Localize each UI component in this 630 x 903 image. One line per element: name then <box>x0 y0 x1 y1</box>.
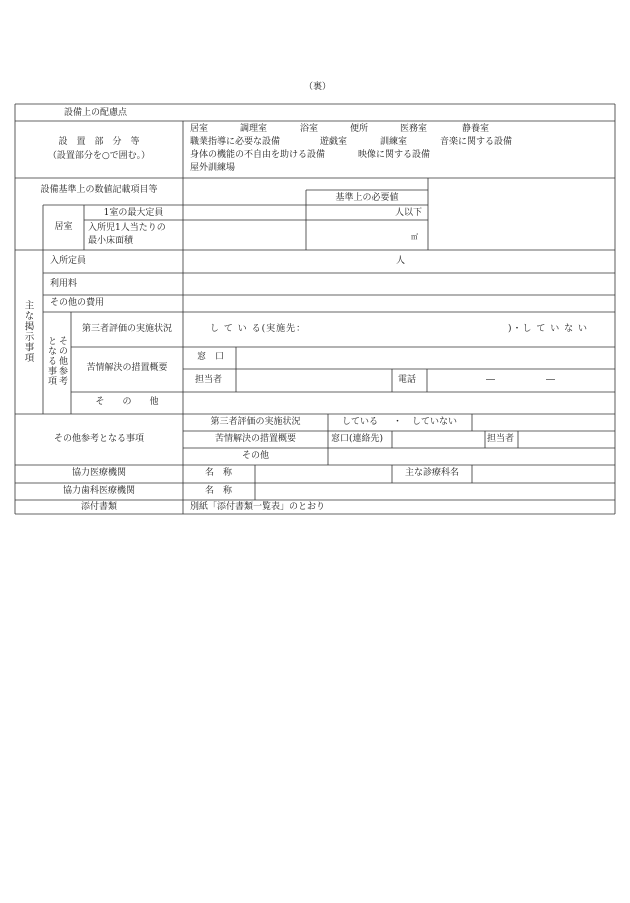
partner-dental-label: 協力歯科医療機関 <box>62 486 135 496</box>
other-ref-vertical-label-2: となる事項 <box>46 336 56 386</box>
attachments-value: 別紙「添付書類一覧表」のとおり <box>190 502 326 512</box>
equipment-option[interactable]: 調理室 <box>240 124 268 134</box>
equipment-option[interactable]: 遊戯室 <box>320 137 348 147</box>
min-area-label: 入所児1人当たりの <box>88 223 166 233</box>
capacity-unit: 人 <box>396 256 406 266</box>
equipment-option[interactable]: 職業指導に必要な設備 <box>190 137 281 147</box>
required-value-header: 基準上の必要値 <box>335 193 399 203</box>
equipment-option[interactable]: 居室 <box>190 124 209 134</box>
other-ref-third-party-dot: ・ <box>393 417 403 427</box>
equipment-option[interactable]: 医務室 <box>400 124 428 134</box>
equipment-option[interactable]: 音楽に関する設備 <box>440 137 513 147</box>
fee-label: 利用料 <box>50 279 78 289</box>
other-ref-third-party-no[interactable]: していない <box>412 417 458 427</box>
max-capacity-unit: 人以下 <box>394 208 422 218</box>
other-reference-label: その他参考となる事項 <box>53 434 144 444</box>
min-area-label-2: 最小床面積 <box>88 236 134 246</box>
third-party-eval-value-end[interactable]: )・し て い な い <box>508 324 588 334</box>
partner-medical-dept-label: 主な診療科名 <box>404 468 459 478</box>
third-party-eval-label: 第三者評価の実施状況 <box>81 324 172 334</box>
equipment-option[interactable]: 静養室 <box>462 124 490 134</box>
other-ref-third-party-yes[interactable]: している <box>342 417 379 427</box>
room-label: 居室 <box>54 222 73 232</box>
other-label: そ の 他 <box>95 397 159 407</box>
max-capacity-label: 1室の最大定員 <box>103 208 164 218</box>
other-ref-person-label: 担当者 <box>487 434 515 444</box>
equipment-option[interactable]: 浴室 <box>300 124 319 134</box>
window-label: 窓 口 <box>197 352 225 362</box>
attachments-label: 添付書類 <box>80 502 117 512</box>
facility-considerations-label: 設備上の配慮点 <box>64 108 128 118</box>
equipment-sublabel: （設置部分を○で囲む。） <box>47 151 151 161</box>
capacity-label: 入所定員 <box>50 256 87 266</box>
phone-dash-1: ― <box>486 375 495 385</box>
numeric-label: 設備基準上の数値記載項目等 <box>40 185 158 195</box>
other-ref-complaint-label: 苦情解決の措置概要 <box>214 434 296 444</box>
other-ref-third-party-label: 第三者評価の実施状況 <box>210 417 301 427</box>
equipment-option[interactable]: 映像に関する設備 <box>358 150 431 160</box>
other-ref-other-label: その他 <box>241 451 269 461</box>
phone-dash-2: ― <box>546 375 555 385</box>
equipment-label: 設 置 部 分 等 <box>58 137 140 147</box>
partner-dental-name-label: 名 称 <box>205 486 233 496</box>
other-ref-vertical-label-1: その他参考 <box>57 336 67 386</box>
equipment-option[interactable]: 訓練室 <box>380 137 408 147</box>
equipment-option[interactable]: 便所 <box>350 124 369 134</box>
phone-label: 電話 <box>398 375 417 385</box>
area-unit: ㎡ <box>411 233 418 241</box>
partner-medical-label: 協力医療機関 <box>71 468 126 478</box>
equipment-option[interactable]: 屋外訓練場 <box>190 163 236 173</box>
person-in-charge-label: 担当者 <box>195 375 223 385</box>
page-side-label: （裏） <box>304 82 332 92</box>
equipment-option[interactable]: 身体の機能の不自由を助ける設備 <box>190 150 326 160</box>
partner-medical-name-label: 名 称 <box>205 468 233 478</box>
main-items-side-label: 主な掲示事項 <box>22 300 34 363</box>
complaint-resolution-label: 苦情解決の措置概要 <box>86 363 168 373</box>
third-party-eval-value[interactable]: し て い る(実施先： <box>210 324 307 334</box>
other-ref-window-label: 窓口(連絡先) <box>331 434 384 444</box>
other-costs-label: その他の費用 <box>50 298 105 308</box>
